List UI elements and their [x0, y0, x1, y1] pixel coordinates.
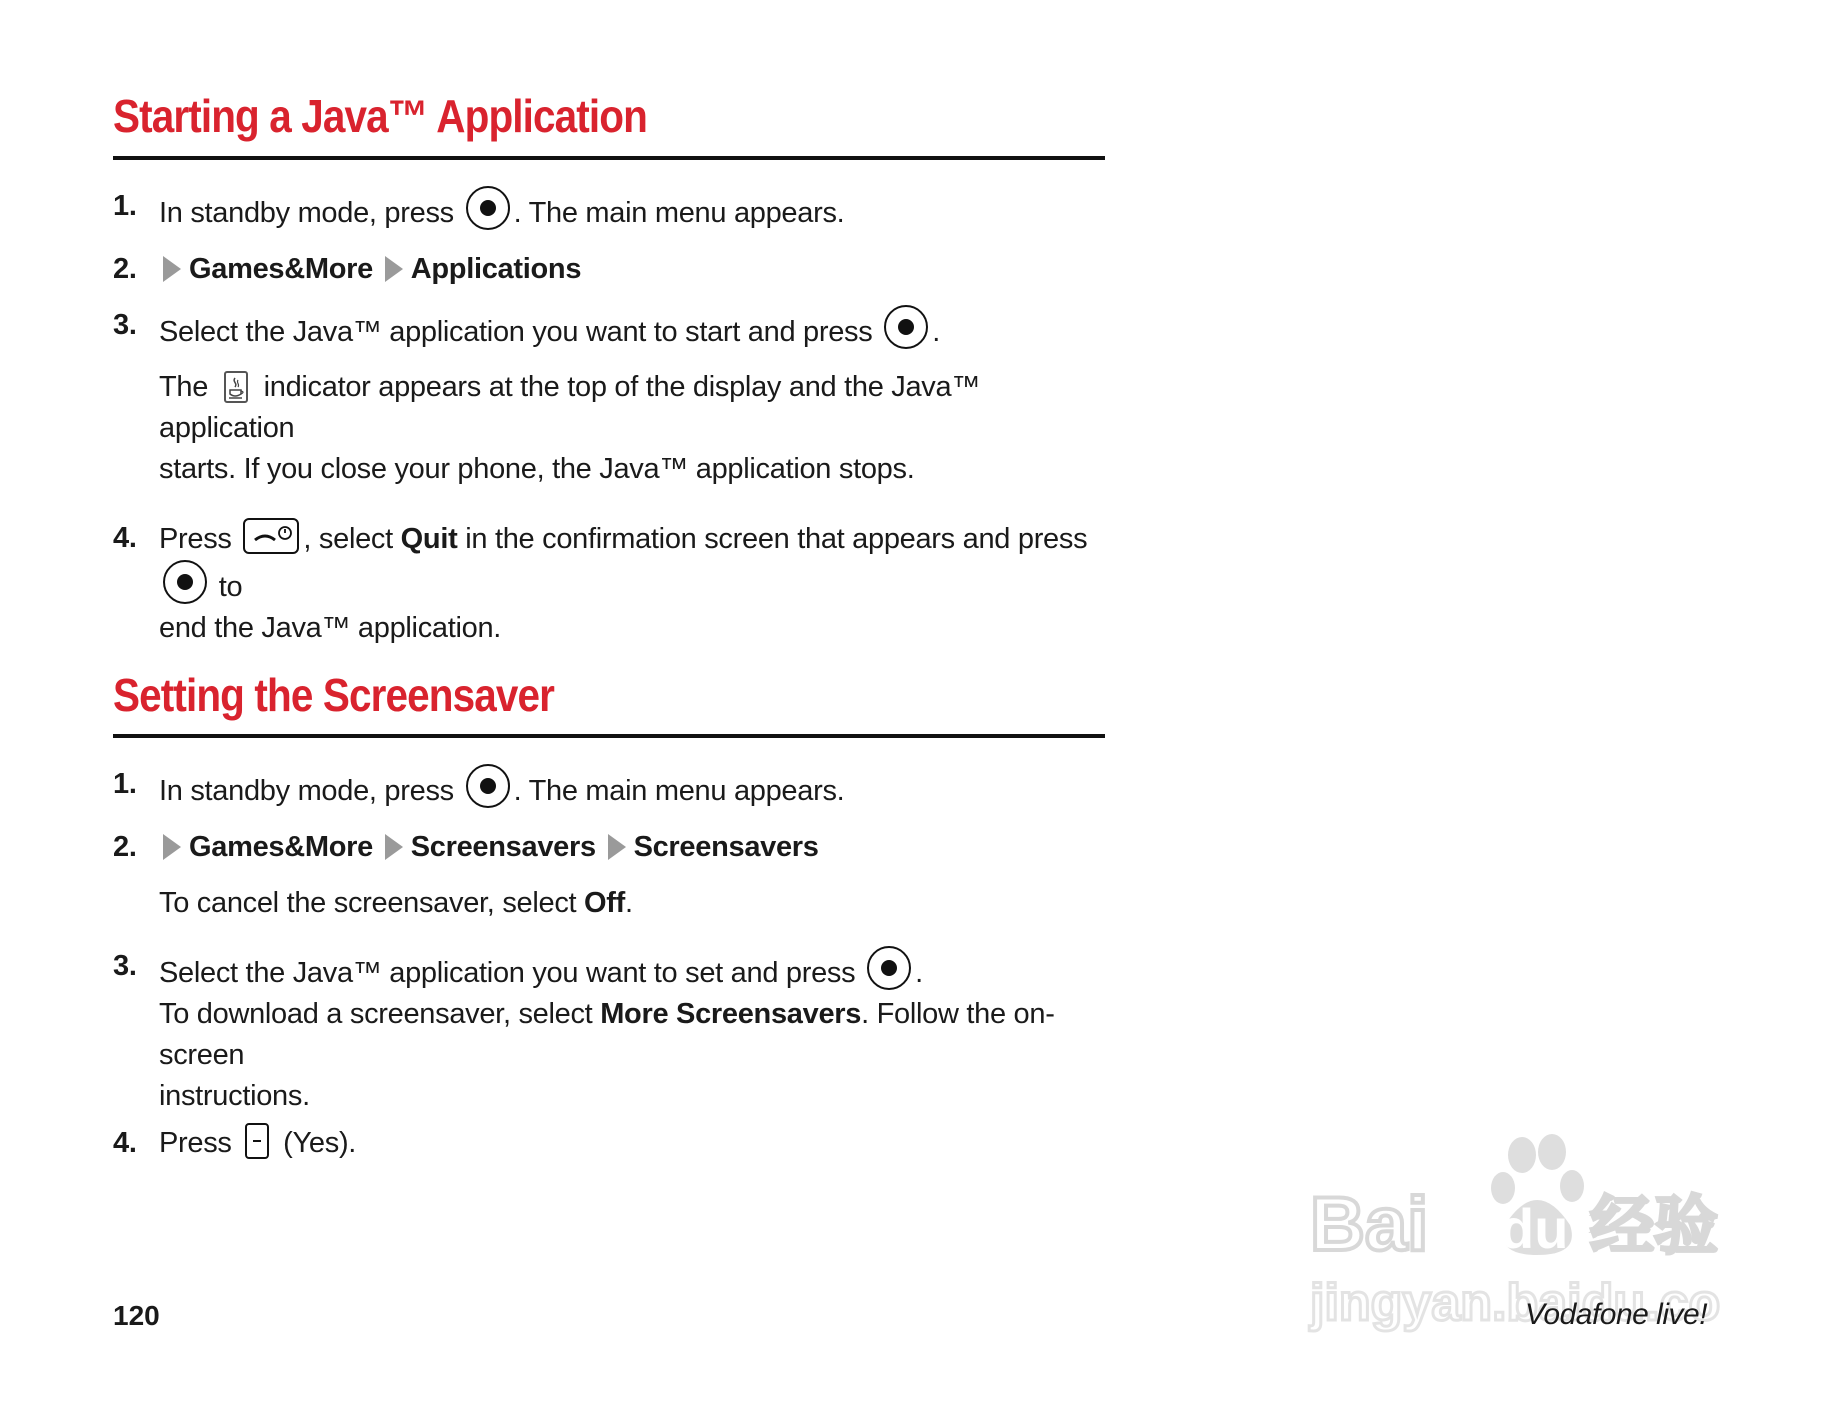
step-text: end the Java™ application.: [159, 611, 502, 644]
step-1: [113, 186, 1105, 234]
step-text: instructions.: [159, 1080, 310, 1112]
brand-name: Vodafone live!: [1525, 1298, 1708, 1331]
step-number: 2.: [113, 831, 137, 863]
step-text: , select: [303, 522, 393, 555]
svg-text:jingyan.baidu.com: jingyan.baidu.co: [1310, 1274, 1720, 1332]
center-key-icon: [884, 305, 928, 349]
menu-path-item: Screensavers: [410, 831, 596, 863]
step-text: .: [932, 315, 940, 348]
note-text: .: [625, 887, 633, 919]
menu-path-item: Screensavers: [633, 831, 819, 863]
note-text: The: [159, 370, 209, 403]
step-number: 3.: [113, 950, 137, 982]
step-number: 4.: [113, 521, 137, 554]
step-text: in the confirmation screen that appears and press: [465, 522, 1088, 555]
step-text: Select the Java™ application you want to set and press: [159, 957, 856, 989]
svg-text:经验: 经验: [1590, 1190, 1718, 1264]
step-text: To download a screensaver, select: [159, 998, 593, 1030]
page-number: 120: [113, 1300, 160, 1331]
menu-path-item: Games&More: [189, 252, 373, 285]
center-key-icon: [466, 764, 510, 808]
section-title-java: Starting a Java™ Application: [113, 88, 1105, 160]
svg-text:Bai: Bai: [1310, 1182, 1429, 1267]
step-number: 1.: [113, 189, 137, 222]
step-text: Press: [159, 522, 232, 555]
step-number: 3.: [113, 308, 137, 341]
step-text: .: [915, 957, 923, 989]
step-text: to: [218, 570, 243, 603]
bold-term: Off: [584, 887, 626, 919]
step-text: In standby mode, press: [159, 775, 454, 807]
step-text: In standby mode, press: [159, 196, 454, 229]
step-4: [113, 518, 1105, 649]
step-3: [113, 946, 1105, 1117]
note-text: indicator appears at the top of the display and the Java™ application: [159, 370, 981, 444]
menu-path-item: Games&More: [189, 831, 373, 863]
bold-term: More Screensavers: [600, 998, 862, 1030]
arrow-icon: [163, 834, 181, 860]
menu-path-item: Applications: [410, 252, 582, 285]
center-key-icon: [466, 186, 510, 230]
center-key-icon: [163, 560, 207, 604]
bold-term: Quit: [400, 522, 458, 555]
note-text: starts. If you close your phone, the Java™ application stops.: [159, 452, 915, 485]
center-key-icon: [867, 946, 911, 990]
step-text: . The main menu appears.: [513, 196, 845, 229]
step-text: Press: [159, 1127, 232, 1159]
step-text: (Yes).: [283, 1127, 357, 1159]
step-3: [113, 305, 1105, 353]
end-key-icon: [243, 518, 299, 554]
step-number: 4.: [113, 1127, 137, 1159]
step-1: [113, 764, 1105, 812]
arrow-icon: [385, 256, 403, 282]
arrow-icon: [385, 834, 403, 860]
step-number: 2.: [113, 252, 137, 285]
svg-text:du: du: [1500, 1197, 1569, 1260]
soft-key-icon: [245, 1123, 269, 1159]
arrow-icon: [163, 256, 181, 282]
page-content: [113, 88, 1105, 1164]
note-text: To cancel the screensaver, select: [159, 887, 577, 919]
step-4: [113, 1123, 1105, 1164]
step-3-note: [113, 367, 1105, 490]
arrow-icon: [608, 834, 626, 860]
step-2-note: [113, 883, 1105, 924]
step-2: [113, 827, 1105, 868]
java-indicator-icon: [224, 371, 248, 403]
step-text: . Follow the on-screen: [159, 998, 1055, 1071]
step-text: Select the Java™ application you want to start and press: [159, 315, 873, 348]
step-text: . The main menu appears.: [513, 775, 845, 807]
step-number: 1.: [113, 768, 137, 800]
step-2: [113, 249, 1105, 290]
section-title-screensaver: Setting the Screensaver: [113, 667, 1105, 739]
